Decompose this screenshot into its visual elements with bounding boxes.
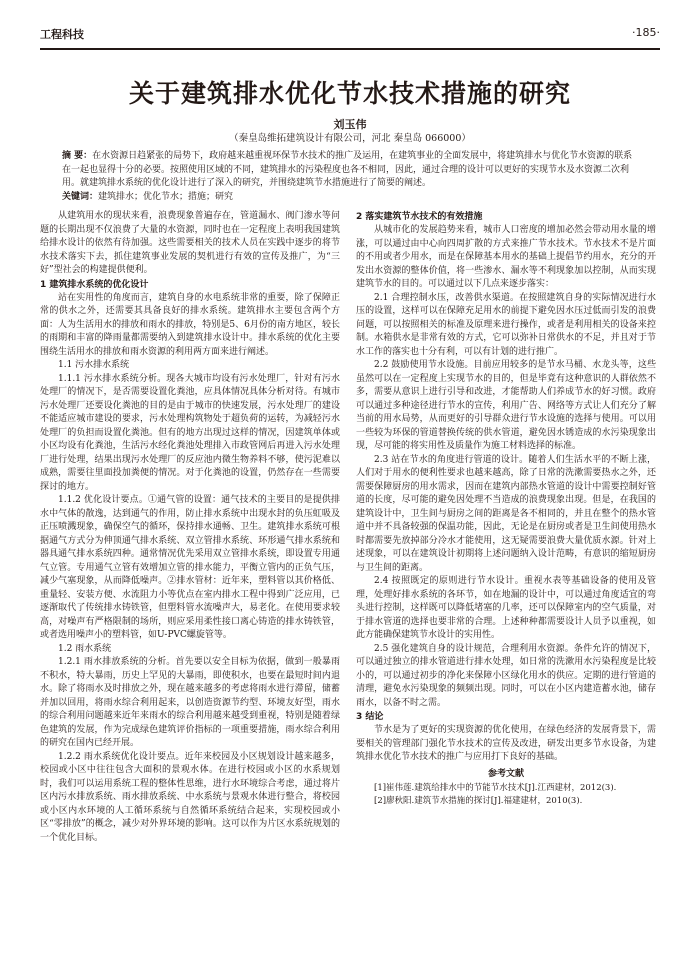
paragraph: 1.1.1 污水排水系统分析。现各大城市均设有污水处理厂，针对有污水处理厂的情况下，是否需要设置化粪池，应具体情况具体分析对待。有城市污水处理厂还要设化粪池的目的是由于城市的快速发展，污水处理厂的建设不能适应城市建设的要求，污水处理构筑物处于超负荷的运转，为减轻污水处理厂的负担而设置化粪池。但有的地方出现过这样的情况，因建筑单体或小区均设有化粪池，生活污水经化粪池处理排入市政管网后再进入污水处理厂进行处理，结果出现污水处理厂的反应池内微生物养料不够，使污泥难以成熟，需要往里面投加粪便的情况。对于化粪池的设置，仍然存在一些需要探讨的地方。 — [40, 373, 340, 492]
abstract — [62, 150, 638, 191]
reference-item: [1]崔伟莲.建筑给排水中的节能节水技术[J].江西建材，2012(3). — [374, 783, 617, 793]
journal-section: 工程科技 — [40, 28, 84, 41]
paragraph: 站在实用性的角度而言，建筑自身的水电系统非常的重要，除了保障正常的供水之外，还需要其具备良好的排水系统。建筑排水主要包含两个方面：人为生活用水的排放和雨水的排放，特别是5、6月份的南方地区，较长的雨期和丰富的降雨量都需要纳入到建筑排水设计中。排水系统的优化主要围绕生活用水的排放和雨水资源的利用两方面来进行阐述。 — [40, 292, 340, 357]
author-affiliation: （秦皇岛维拓建筑设计有限公司，河北 秦皇岛 066000） — [229, 133, 471, 144]
paragraph: 2.1 合理控制水压，改善供水渠道。在按照建筑自身的实际情况进行水压的设置，这样可以在保障充足用水的前提下避免因水压过低而引发的浪费问题，可以按照相关的标准及原理来进行操作，或者是利用相关的设备来控制。水箱供水是非常有效的方式，它可以弥补日常供水的不足，并且对于节水工作的落实也十分有利，可以有计划的进行推广。 — [356, 292, 656, 357]
subsection-heading: 1.1 污水排水系统 — [58, 360, 130, 370]
paragraph: 从建筑用水的现状来看，浪费现象普遍存在，管道漏水、阀门渗水等问题的长期出现不仅浪费了大量的水资源，同时也在一定程度上表明我国建筑给排水设计的依然有待加强。这些需要相关的技术人员在实践中逐步的将节水技术落实下去，抓住建筑事业发展的契机进行有效的宣传及推广，为“三好”型社会的构建提供便利。 — [40, 211, 340, 275]
section-heading: 3 结论 — [356, 712, 384, 722]
left-column — [40, 210, 340, 845]
section-heading: 2 落实建筑节水技术的有效措施 — [356, 212, 483, 222]
author-name: 刘玉伟 — [333, 118, 367, 131]
paragraph: 1.2.1 雨水排放系统的分析。首先要以安全目标为依据，做到一般暴雨不积水，特大暴雨，历史上罕见的大暴雨，即使积水，也要在最短时间内退水。除了将雨水及时排放之外，现在越来越多的考虑将雨水进行滞留，储蓄并加以回用，将雨水综合利用起来，以创造资源节约型、环境友好型，雨水的综合利用问题越来近年来雨水的综合利用越来越受到重视，特别是随着绿色建筑的发展，作为完成绿色建筑评价指标的一项重要措施，雨水综合利用的研究在国内已经开展。 — [40, 657, 340, 748]
paragraph: 2.4 按照既定的原则进行节水设计。重视水表等基础设备的使用及管理，处理好排水系统的各环节，如在地漏的设计中，可以通过角度适宜的弯头进行控制，这样既可以降低堵塞的几率，还可以保障室内的空气质量，对于排水管道的选择也要非常的合理。上述种种都需要设计人员予以重视，如此方能确保建筑节水设计的实用性。 — [356, 576, 656, 640]
abstract-label: 摘 要： — [62, 151, 93, 161]
paragraph: 2.3 站在节水的角度进行管道的设计。随着人们生活水平的不断上涨，人们对于用水的便利性要求也越来越高，除了日常的洗漱需要热水之外，还需要保障厨房的用水需求，因而在建筑内部热水管道的设计中需要控制好管道的长度，尽可能的避免因处理不当造成的浪费现象出现。但是，在我国的建筑设计中，卫生间与厨房之间的距离是各不相同的，并且在整个的热水管道中并不具备较强的保温功能，因此，无论是在厨房或者是卫生间使用热水时都需要先放掉部分冷水才能使用，这无疑需要浪费大量优质水源。针对上述现象，可以在建筑设计初期将上述问题纳入设计范畴，有意识的缩短厨房与卫生间的距离。 — [356, 454, 656, 573]
right-column — [356, 210, 656, 807]
reference-item: [2]廖秋阳.建筑节水措施的探讨[J].福建建材，2010(3). — [374, 795, 583, 806]
page-number: ·185· — [632, 26, 660, 39]
paragraph: 2.2 鼓励使用节水设施。目前应用较多的是节水马桶、水龙头等，这些虽然可以在一定程度上实现节水的目的，但是毕竟有这种意识的人群依然不多，需要从意识上进行引导和改进，才能帮助人们养成节水的好习惯。政府可以通过多种途径进行节水的宣传，利用广告、网络等方式让人们充分了解当前的用水局势，从而更好的引导群众进行节水设施的选择与使用。可以用一些较为环保的管道替换传统的供水管道，避免因水锈造成的水污染现象出现，尽可能的将实用性及质量作为施工材料选择的标准。 — [356, 360, 656, 451]
paragraph: 2.5 强化建筑自身的设计规范，合理利用水资源。条件允许的情况下，可以通过独立的排水管道进行排水处理，如日常的洗漱用水污染程度是比较小的，可以通过初步的净化来保障小区绿化用水的供应。定期的进行管道的清理，避免水污染现象的频频出现。同时，可以在小区内建造蓄水池，储存雨水，以备不时之需。 — [356, 643, 656, 708]
abstract-text: 在水资源日趋紧张的局势下，政府越来越重视环保节水技术的推广及运用，在建筑事业的全面发展中，将建筑排水与优化节水资源的联系在一起也显得十分的必要。按照使用区域的不同，建筑排水的污染程度也各不相同，因此，通过合理的设计可以更好的实现节水及水资源二次利用。就建筑排水系统的优化设计进行了深入的研究，并围绕建筑节水措施进行了简要的阐述。 — [62, 151, 633, 188]
section-heading: 1 建筑排水系统的优化设计 — [40, 279, 149, 290]
header-rule — [40, 48, 660, 50]
paragraph: 1.1.2 优化设计要点。①通气管的设置：通气技术的主要目的是提供排水中气体的散逸，达到通气的作用，防止排水系统中出现水封的负压虹吸及正压喷溅现象，确保空气的循环，保持排水通畅、卫生。建筑排水系统可根据通气方式分为伸顶通气排水系统、双立管排水系统、环形通气排水系统和器具通气排水系统四种。通常情况优先采用双立管排水系统，即设置专用通气立管。专用通气立管有效增加立管的排水能力，平衡立管内的正负气压，减少气塞现象，从而降低噪声。②排水管材：近年来，塑料管以其价格低、重量轻、安装方便、水流阻力小等优点在室内排水工程中得到广泛应用，已逐渐取代了传统排水铸铁管，但塑料管水流噪声大，易老化。在使用要求较高，对噪声有严格限制的场所，则应采用柔性接口离心铸造的排水铸铁管，或者选用噪声小的塑料管，如U-PVC螺旋管等。 — [40, 495, 340, 640]
keywords-text: 建筑排水；优化节水；措施；研究 — [98, 192, 234, 202]
paragraph: 1.2.2 雨水系统优化设计要点。近年来校园及小区规划设计越来越多，校园或小区中往往包含大面积的景观水体。在进行校园或小区的水系规划时，我们可以运用系统工程的整体性思维，进行水环境综合考虑，通过将片区内污水排放系统、雨水排放系统、中水系统与景观水体进行整合，将校园或小区内水环境的人工循环系统与自然循环系统结合起来，实现校园或小区“零排放”的概念，减少对外界环境的影响。这可以作为片区水系统规划的一个优化目标。 — [40, 751, 340, 843]
subsection-heading: 1.2 雨水系统 — [58, 643, 112, 654]
paragraph: 节水是为了更好的实现资源的优化使用，在绿色经济的发展背景下，需要相关的管理部门强化节水技术的宣传及改进，研发出更多节水设备，为建筑排水优化节水技术的推广与应用打下良好的基础。 — [356, 725, 656, 762]
keywords — [62, 191, 638, 204]
keywords-label: 关键词： — [62, 192, 99, 202]
article-title: 关于建筑排水优化节水技术措施的研究 — [128, 79, 571, 108]
running-header — [40, 26, 660, 44]
references-heading: 参考文献 — [487, 768, 524, 779]
paragraph: 从城市化的发展趋势来看，城市人口密度的增加必然会带动用水量的增涨，可以通过由中心向四周扩散的方式来推广节水技术。节水技术不是片面的不用或者少用水，而是在保障基本用水的基础上提倡节约用水，充分的开发出水资源的整体价值，将一些渗水、漏水等不利现象加以控制，从而实现建筑节水的目的。可以通过以下几点来逐步落实： — [356, 225, 656, 289]
